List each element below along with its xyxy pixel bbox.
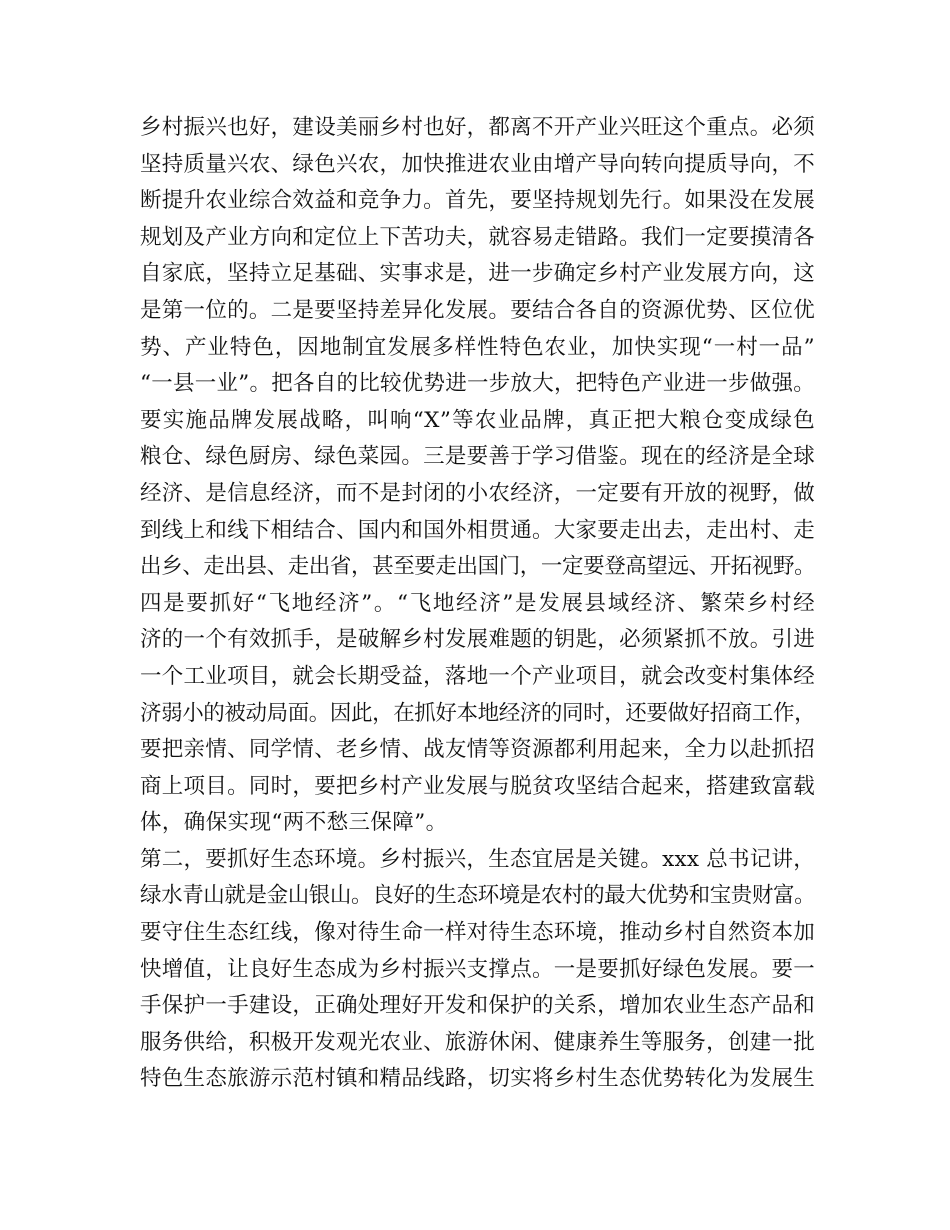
text-line: 自家底，坚持立足基础、实事求是，进一步确定乡村产业发展方向，这 [140,261,815,287]
text-line: 手保护一手建设，正确处理好开发和保护的关系，增加农业生态产品和 [140,993,815,1019]
text-line: 出乡、走出县、走出省，甚至要走出国门，一定要登高望远、开拓视野。 [140,554,816,580]
text-line: 要实施品牌发展战略，叫响“X”等农业品牌，真正把大粮仓变成绿色 [140,407,815,433]
text-line: 要守住生态红线，像对待生命一样对待生态环境，推动乡村自然资本加 [140,920,815,946]
text-line: 第二，要抓好生态环境。乡村振兴，生态宜居是关键。xxx 总书记讲， [140,846,815,872]
text-line: 快增值，让良好生态成为乡村振兴支撑点。一是要抓好绿色发展。要一 [140,956,815,982]
text-line: 断提升农业综合效益和竞争力。首先，要坚持规划先行。如果没在发展 [140,188,815,214]
text-line: “一县一业”。把各自的比较优势进一步放大，把特色产业进一步做强。 [140,371,815,397]
text-line: 济弱小的被动局面。因此，在抓好本地经济的同时，还要做好招商工作， [140,700,816,726]
text-line: 服务供给，积极开发观光农业、旅游休闲、健康养生等服务，创建一批 [140,1029,815,1055]
text-line: 到线上和线下相结合、国内和国外相贯通。大家要走出去，走出村、走 [140,517,815,543]
text-line: 坚持质量兴农、绿色兴农，加快推进农业由增产导向转向提质导向，不 [140,151,815,177]
text-line: 体，确保实现“两不愁三保障”。 [140,810,448,836]
text-line: 绿水青山就是金山银山。良好的生态环境是农村的最大优势和宝贵财富。 [140,883,816,909]
text-line: 乡村振兴也好，建设美丽乡村也好，都离不开产业兴旺这个重点。必须 [140,115,815,140]
body-text [140,110,815,1098]
text-line: 是第一位的。二是要坚持差异化发展。要结合各自的资源优势、区位优 [140,297,815,323]
text-line: 四是要抓好“飞地经济”。“飞地经济”是发展县域经济、繁荣乡村经 [140,590,815,616]
text-line: 势、产业特色，因地制宜发展多样性特色农业，加快实现“一村一品” [140,334,815,360]
text-line: 商上项目。同时，要把乡村产业发展与脱贫攻坚结合起来，搭建致富载 [140,773,815,799]
text-line: 特色生态旅游示范村镇和精品线路，切实将乡村生态优势转化为发展生 [140,1066,815,1092]
text-line: 一个工业项目，就会长期受益，落地一个产业项目，就会改变村集体经 [140,663,815,689]
text-line: 规划及产业方向和定位上下苦功夫，就容易走错路。我们一定要摸清各 [140,224,815,250]
text-line: 粮仓、绿色厨房、绿色菜园。三是要善于学习借鉴。现在的经济是全球 [140,444,815,470]
text-line: 经济、是信息经济，而不是封闭的小农经济，一定要有开放的视野，做 [140,480,815,506]
text-line: 要把亲情、同学情、老乡情、战友情等资源都利用起来，全力以赴抓招 [140,737,815,763]
text-line: 济的一个有效抓手，是破解乡村发展难题的钥匙，必须紧抓不放。引进 [140,627,815,653]
